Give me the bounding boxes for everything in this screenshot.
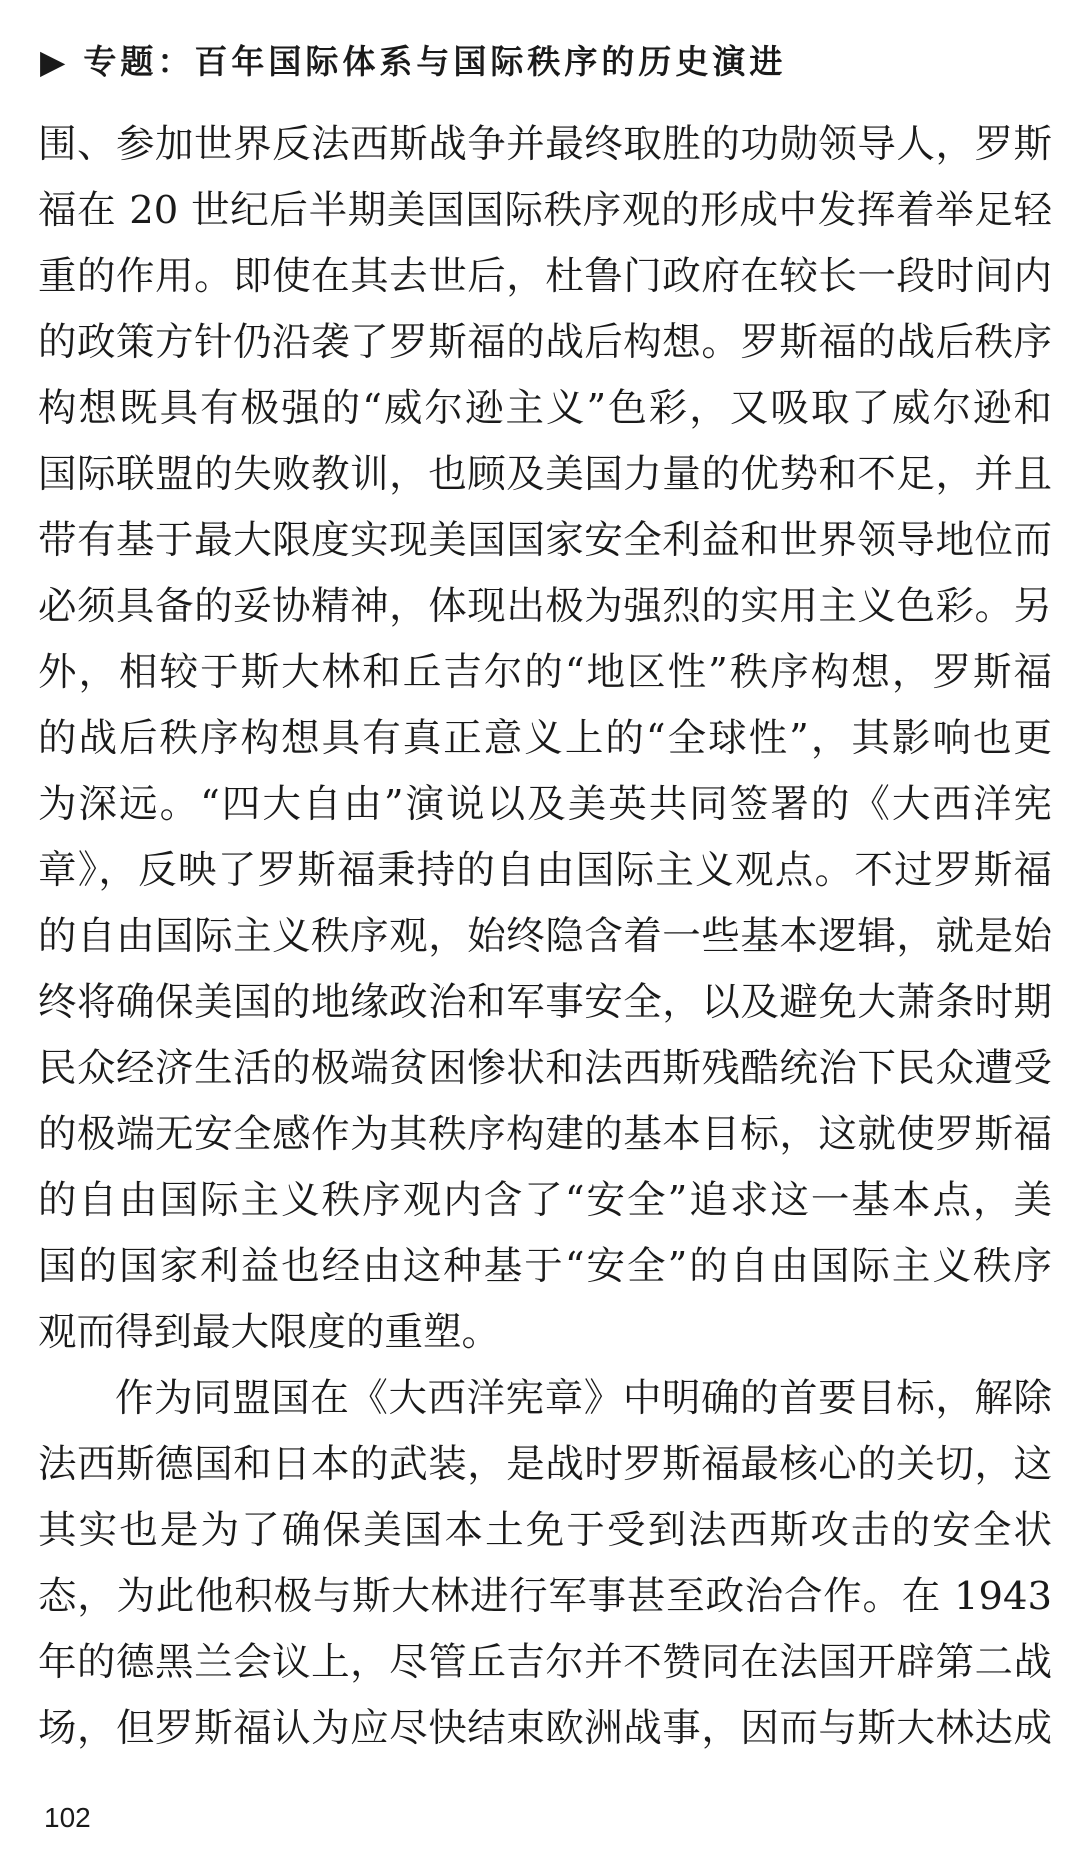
text-line: 的政策方针仍沿袭了罗斯福的战后构想。罗斯福的战后秩序	[38, 320, 1052, 365]
text-line: 的战后秩序构想具有真正意义上的“全球性”，其影响也更	[38, 716, 1052, 761]
text-line: 国的国家利益也经由这种基于“安全”的自由国际主义秩序	[38, 1244, 1052, 1289]
text-line: 其实也是为了确保美国本土免于受到法西斯攻击的安全状	[38, 1508, 1052, 1553]
page-number: 102	[44, 1802, 91, 1833]
text-line: 国际联盟的失败教训，也顾及美国力量的优势和不足，并且	[38, 452, 1052, 497]
text-line: 年的德黑兰会议上，尽管丘吉尔并不赞同在法国开辟第二战	[38, 1640, 1052, 1685]
text-line: 的自由国际主义秩序观内含了“安全”追求这一基本点，美	[38, 1178, 1052, 1223]
triangle-marker-icon: ▶	[40, 42, 70, 81]
text-line: 民众经济生活的极端贫困惨状和法西斯残酷统治下民众遭受	[38, 1046, 1052, 1091]
paragraph-2	[38, 1366, 1052, 1762]
text-line: 带有基于最大限度实现美国国家安全利益和世界领导地位而	[38, 518, 1052, 563]
text-line: 章》，反映了罗斯福秉持的自由国际主义观点。不过罗斯福	[38, 848, 1052, 893]
text-line: 终将确保美国的地缘政治和军事安全，以及避免大萧条时期	[38, 980, 1052, 1025]
text-line: 福在 20 世纪后半期美国国际秩序观的形成中发挥着举足轻	[38, 188, 1052, 233]
text-line: 围、参加世界反法西斯战争并最终取胜的功勋领导人，罗斯	[38, 122, 1052, 167]
header-title: 专题：百年国际体系与国际秩序的历史演进	[83, 42, 787, 81]
text-line: 的自由国际主义秩序观，始终隐含着一些基本逻辑，就是始	[38, 914, 1052, 959]
text-line: 外，相较于斯大林和丘吉尔的“地区性”秩序构想，罗斯福	[38, 650, 1052, 695]
paragraph-1	[38, 112, 1052, 1366]
text-line: 为深远。“四大自由”演说以及美英共同签署的《大西洋宪	[38, 782, 1052, 827]
running-header	[40, 36, 786, 83]
body-text	[38, 112, 1052, 1762]
text-line: 法西斯德国和日本的武装，是战时罗斯福最核心的关切，这	[38, 1442, 1052, 1487]
text-line: 作为同盟国在《大西洋宪章》中明确的首要目标，解除	[115, 1376, 1052, 1421]
text-line: 必须具备的妥协精神，体现出极为强烈的实用主义色彩。另	[38, 584, 1052, 629]
text-line: 场，但罗斯福认为应尽快结束欧洲战事，因而与斯大林达成	[38, 1706, 1052, 1751]
text-line: 重的作用。即使在其去世后，杜鲁门政府在较长一段时间内	[38, 254, 1052, 299]
text-line: 态，为此他积极与斯大林进行军事甚至政治合作。在 1943	[38, 1574, 1052, 1619]
text-line: 观而得到最大限度的重塑。	[38, 1310, 501, 1355]
text-line: 的极端无安全感作为其秩序构建的基本目标，这就使罗斯福	[38, 1112, 1052, 1157]
text-line: 构想既具有极强的“威尔逊主义”色彩，又吸取了威尔逊和	[38, 386, 1052, 431]
